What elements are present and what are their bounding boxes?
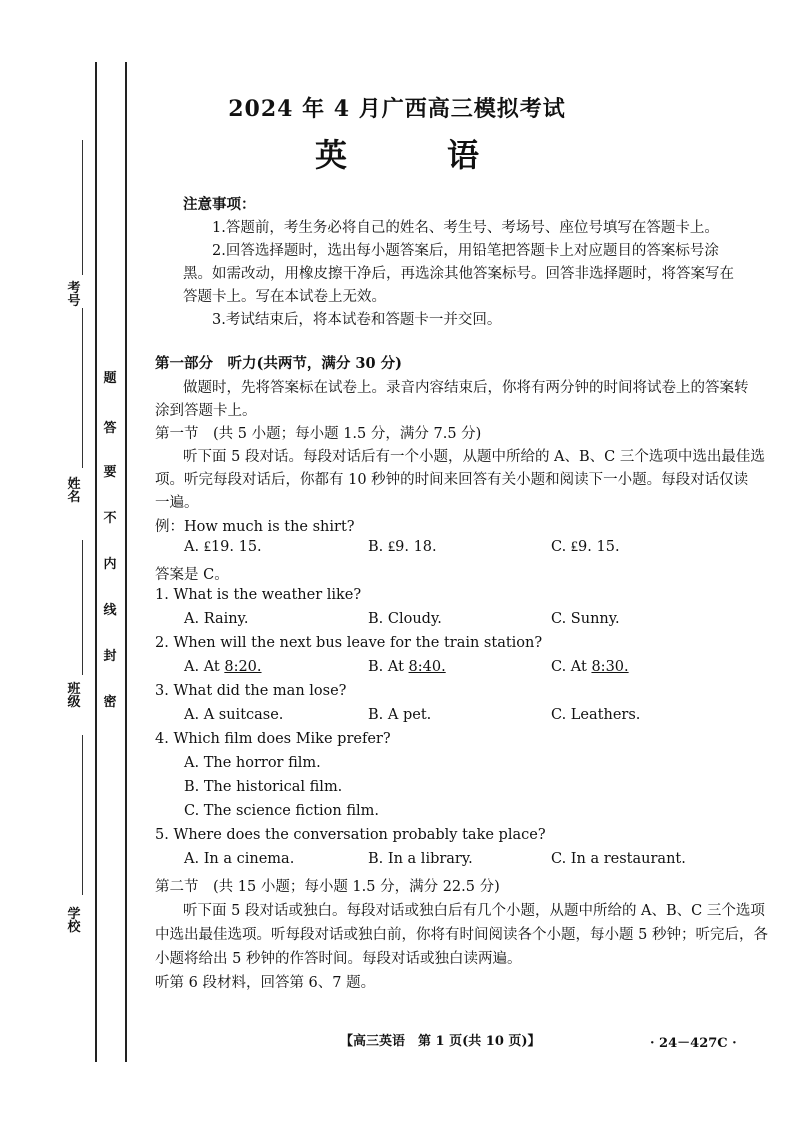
seal-char-5: 内 [103,557,117,572]
subject-title: 英 语 [314,136,513,174]
school-blank[interactable] [82,735,83,895]
section1-instr-1: 听下面 5 段对话。每段对话后有一个小题，从题中所给的 A、B、C 三个选项中选出最佳选 [183,449,765,465]
seal-char-2: 答 [103,421,117,436]
seal-char-4: 不 [103,511,117,526]
binding-line-outer [95,62,97,1062]
section2-lead: 听第 6 段材料，回答第 6、7 题。 [155,975,376,991]
school-label: 学校 [67,907,81,935]
name-label: 姓名 [67,477,81,505]
q2-text: 2. When will the next bus leave for the train station? [155,635,543,651]
class-blank[interactable] [82,540,83,675]
notice-line-2: 2.回答选择题时，选出每小题答案后，用铅笔把答题卡上对应题目的答案标号涂 [212,243,719,259]
q1-text: 1. What is the weather like? [155,587,362,603]
section1-heading: 第一节 (共 5 小题；每小题 1.5 分，满分 7.5 分) [155,426,482,442]
q3-option-b: B. A pet. [368,707,432,723]
q1-option-b: B. Cloudy. [368,611,442,627]
q2-option-c: C. At 8:30. [551,659,629,675]
example-option-a: A. ₤19. 15. [184,539,262,555]
q1-option-c: C. Sunny. [551,611,620,627]
q3-option-c: C. Leathers. [551,707,641,723]
section2-heading: 第二节 (共 15 小题；每小题 1.5 分，满分 22.5 分) [155,879,500,895]
exam-no-label: 考号 [67,281,81,309]
page-footer: 【高三英语 第 1 页(共 10 页)】 [340,1034,541,1049]
q1-option-a: A. Rainy. [184,611,249,627]
q5-option-c: C. In a restaurant. [551,851,686,867]
example-option-c: C. ₤9. 15. [551,539,620,555]
q4-option-a: A. The horror film. [184,755,321,771]
seal-char-3: 要 [103,465,117,480]
part1-intro-2: 涂到答题卡上。 [155,403,257,419]
part1-heading: 第一部分 听力(共两节，满分 30 分) [155,355,402,372]
example-answer: 答案是 C。 [155,567,229,583]
example-question: 例：How much is the shirt? [155,519,355,535]
section2-instr-2: 中选出最佳选项。听每段对话或独白前，你将有时间阅读各个小题，每小题 5 秒钟；听完后，各 [155,927,768,943]
seal-char-7: 封 [103,649,117,664]
example-option-b: B. ₤9. 18. [368,539,437,555]
q4-option-c: C. The science fiction film. [184,803,380,819]
section1-instr-2: 项。听完每段对话后，你都有 10 秒钟的时间来回答有关小题和阅读下一小题。每段对话仅读 [155,472,749,488]
section2-instr-1: 听下面 5 段对话或独白。每段对话或独白后有几个小题，从题中所给的 A、B、C 三个选项 [183,903,765,919]
section1-instr-3: 一遍。 [155,495,199,511]
notice-line-3: 黑。如需改动，用橡皮擦干净后，再选涂其他答案标号。回答非选择题时，将答案写在 [183,266,734,282]
part1-intro-1: 做题时，先将答案标在试卷上。录音内容结束后，你将有两分钟的时间将试卷上的答案转 [183,380,749,396]
q5-text: 5. Where does the conversation probably take place? [155,827,546,843]
q5-option-b: B. In a library. [368,851,473,867]
q3-text: 3. What did the man lose? [155,683,347,699]
q2-option-a: A. At 8:20. [184,659,262,675]
seal-char-1: 题 [103,371,117,386]
q4-text: 4. Which film does Mike prefer? [155,731,391,747]
seal-char-6: 线 [103,603,117,618]
q2-option-b: B. At 8:40. [368,659,446,675]
notice-line-4: 答题卡上。写在本试卷上无效。 [183,289,386,305]
exam-code: · 24－427C · [650,1036,737,1051]
q5-option-a: A. In a cinema. [184,851,295,867]
q3-option-a: A. A suitcase. [184,707,284,723]
binding-line-inner [125,62,127,1062]
section2-instr-3: 小题将给出 5 秒钟的作答时间。每段对话或独白读两遍。 [155,951,522,967]
exam-title: 2024 年 4 月广西高三模拟考试 [228,96,566,122]
seal-char-8: 密 [103,695,117,710]
class-label: 班级 [67,682,81,710]
notice-line-1: 1.答题前，考生务必将自己的姓名、考生号、考场号、座位号填写在答题卡上。 [212,220,719,236]
notice-heading: 注意事项： [183,196,256,213]
notice-line-5: 3.考试结束后，将本试卷和答题卡一并交回。 [212,312,502,328]
q4-option-b: B. The historical film. [184,779,343,795]
name-blank[interactable] [82,308,83,468]
